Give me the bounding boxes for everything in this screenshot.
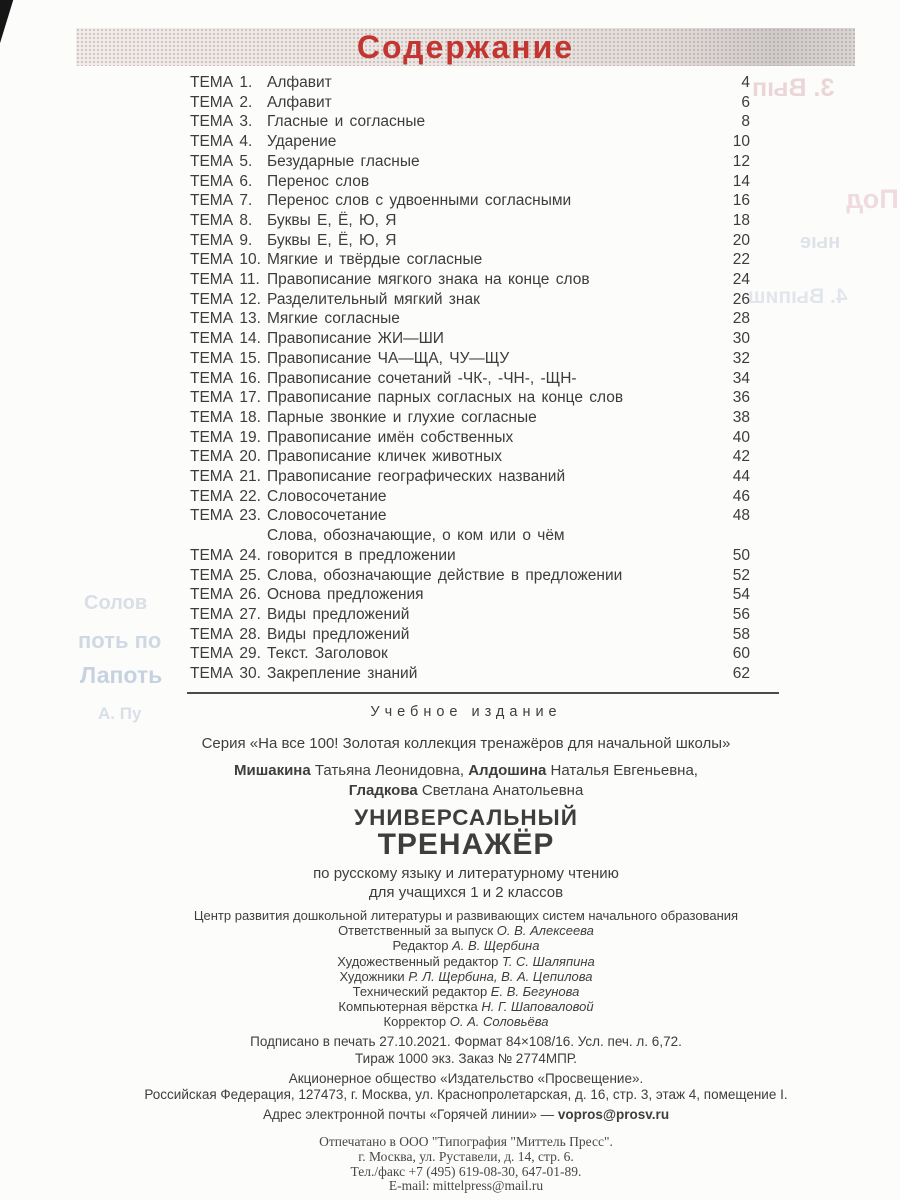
toc-item-label: ТЕМА 11. bbox=[190, 271, 260, 289]
toc-item-title-line: Слова, обозначающие, о ком или о чём bbox=[267, 527, 565, 545]
author-surname: Гладкова bbox=[348, 781, 418, 799]
toc-item-label: ТЕМА 7. bbox=[190, 192, 253, 210]
toc-item-page: 24 bbox=[732, 271, 750, 289]
toc-item-title: Основа предложения bbox=[267, 586, 424, 604]
toc-item-page: 40 bbox=[732, 428, 750, 446]
toc-row bbox=[190, 664, 750, 684]
bleed-through-text: 3. Вып bbox=[752, 74, 835, 102]
toc-item-title bbox=[267, 526, 714, 565]
credit-line bbox=[85, 908, 847, 923]
toc-item-label: ТЕМА 21. bbox=[190, 468, 261, 486]
toc-row bbox=[190, 526, 750, 565]
authors-block bbox=[85, 761, 847, 800]
toc-item-title: Гласные и согласные bbox=[267, 113, 426, 131]
toc-item-title: Парные звонкие и глухие согласные bbox=[267, 408, 537, 426]
toc-item-page: 28 bbox=[732, 310, 750, 328]
toc-row bbox=[190, 172, 750, 192]
toc-item-page: 60 bbox=[732, 645, 750, 663]
hotline-label: Адрес электронной почты «Горячей линии» — bbox=[262, 1106, 558, 1122]
credit-line bbox=[85, 923, 847, 938]
bleed-through-text: поть по bbox=[78, 628, 162, 653]
toc-item-label: ТЕМА 9. bbox=[190, 231, 253, 249]
credit-role: Компьютерная вёрстка bbox=[338, 999, 482, 1015]
credit-name: Н. Г. Шаповаловой bbox=[481, 999, 594, 1015]
toc-item-label: ТЕМА 8. bbox=[190, 211, 253, 229]
toc-item-page: 42 bbox=[732, 448, 750, 466]
publisher-name: Акционерное общество «Издательство «Просвещение». bbox=[288, 1070, 644, 1086]
colophon bbox=[85, 704, 847, 1194]
toc-row bbox=[190, 211, 750, 231]
toc-row bbox=[190, 585, 750, 605]
toc-row bbox=[190, 112, 750, 132]
credit-role: Корректор bbox=[383, 1014, 450, 1030]
toc-item-title: Мягкие и твёрдые согласные bbox=[267, 251, 483, 269]
toc-item-page: 50 bbox=[732, 546, 750, 564]
toc-item-label: ТЕМА 23. bbox=[190, 507, 261, 525]
toc-item-title: Буквы Е, Ё, Ю, Я bbox=[267, 211, 397, 229]
series-line: Серия «На все 100! Золотая коллекция тренажёров для начальной школы» bbox=[201, 735, 731, 752]
toc-item-title: Закрепление знаний bbox=[267, 665, 418, 683]
toc-item-page: 44 bbox=[732, 468, 750, 486]
toc-item-page: 52 bbox=[732, 566, 750, 584]
print-info-line-2: Тираж 1000 экз. Заказ № 2774МПР. bbox=[355, 1050, 577, 1066]
credit-role: Центр развития дошкольной литературы и развивающих систем начального образования bbox=[193, 908, 739, 923]
toc-row bbox=[190, 447, 750, 467]
book-title-line-2: ТРЕНАЖЁР bbox=[377, 828, 555, 861]
toc-item-title: Виды предложений bbox=[267, 625, 410, 643]
toc-item-label: ТЕМА 14. bbox=[190, 330, 261, 348]
toc-item-title: Алфавит bbox=[267, 74, 332, 91]
toc-item-label: ТЕМА 29. bbox=[190, 645, 261, 663]
credit-role: Художественный редактор bbox=[337, 953, 503, 969]
toc-row bbox=[190, 506, 750, 526]
credit-line bbox=[85, 1014, 847, 1029]
toc-item-title: Слова, обозначающие действие в предложении bbox=[267, 566, 623, 584]
toc-item-title: Перенос слов bbox=[267, 172, 370, 190]
toc-item-title: Алфавит bbox=[267, 93, 332, 111]
toc-row bbox=[190, 132, 750, 152]
toc-item-label: ТЕМА 25. bbox=[190, 566, 261, 584]
toc-row bbox=[190, 329, 750, 349]
toc-item-page: 10 bbox=[732, 133, 750, 151]
credit-name: О. А. Соловьёва bbox=[449, 1014, 549, 1030]
toc-item-title: Правописание ЧА—ЩА, ЧУ—ЩУ bbox=[267, 349, 510, 367]
toc-list bbox=[190, 73, 750, 684]
toc-item-page: 14 bbox=[732, 172, 750, 190]
toc-item-title: Виды предложений bbox=[267, 605, 410, 623]
bleed-through-text: Под bbox=[846, 184, 899, 214]
toc-item-page: 38 bbox=[732, 408, 750, 426]
credit-role: Редактор bbox=[392, 938, 453, 954]
toc-item-title: Буквы Е, Ё, Ю, Я bbox=[267, 231, 397, 249]
toc-row bbox=[190, 152, 750, 172]
toc-row bbox=[190, 369, 750, 389]
printer-line-2: г. Москва, ул. Руставели, д. 14, стр. 6. bbox=[358, 1148, 574, 1164]
toc-row bbox=[190, 605, 750, 625]
book-title-line-1: УНИВЕРСАЛЬНЫЙ bbox=[354, 805, 578, 830]
toc-item-label: ТЕМА 26. bbox=[190, 586, 261, 604]
toc-row bbox=[190, 644, 750, 664]
page-title: Содержание bbox=[356, 28, 575, 65]
toc-item-title: Текст. Заголовок bbox=[267, 645, 388, 663]
hotline-line bbox=[85, 1107, 847, 1124]
toc-item-title: Правописание парных согласных на конце слов bbox=[267, 389, 624, 407]
authors-line-1 bbox=[85, 761, 847, 781]
toc-row bbox=[190, 408, 750, 428]
toc-item-page: 16 bbox=[732, 192, 750, 210]
toc-item-label: ТЕМА 19. bbox=[190, 428, 261, 446]
toc-item-label: ТЕМА 17. bbox=[190, 389, 261, 407]
toc-item-page: 4 bbox=[741, 74, 750, 91]
toc-item-label: ТЕМА 24. bbox=[190, 546, 261, 564]
toc-item-title: Правописание кличек животных bbox=[267, 448, 502, 466]
toc-row bbox=[190, 487, 750, 507]
author-name: Светлана Анатольевна bbox=[417, 781, 584, 799]
toc-item-label: ТЕМА 2. bbox=[190, 93, 253, 111]
credit-line bbox=[85, 984, 847, 999]
bleed-through-text: Солов bbox=[84, 592, 148, 614]
toc-item-label: ТЕМА 3. bbox=[190, 113, 253, 131]
toc-item-label: ТЕМА 1. bbox=[190, 74, 253, 91]
bleed-through-text: Лапоть bbox=[80, 662, 163, 688]
printer-line-1: Отпечатано в ООО "Типография "Миттель Пресс". bbox=[319, 1134, 613, 1150]
scan-corner-mark bbox=[0, 0, 15, 43]
toc-item-title: Правописание ЖИ—ШИ bbox=[267, 330, 444, 348]
credit-role: Ответственный за выпуск bbox=[338, 923, 497, 939]
credit-role: Технический редактор bbox=[352, 984, 491, 1000]
toc-item-title-line: говорится в предложении bbox=[267, 546, 456, 564]
toc-item-label: ТЕМА 22. bbox=[190, 487, 261, 505]
toc-item-label: ТЕМА 18. bbox=[190, 408, 261, 426]
bleed-through-text: 4. Выпиш bbox=[748, 285, 848, 308]
publisher-block bbox=[85, 1071, 847, 1124]
printer-block bbox=[85, 1135, 847, 1193]
toc-item-label: ТЕМА 10. bbox=[190, 251, 261, 269]
toc-row bbox=[190, 388, 750, 408]
toc-row bbox=[190, 428, 750, 448]
toc-row bbox=[190, 231, 750, 251]
toc-item-title: Правописание географических названий bbox=[267, 468, 566, 486]
toc-item-title: Перенос слов с удвоенными согласными bbox=[267, 192, 572, 210]
toc-item-label: ТЕМА 27. bbox=[190, 605, 261, 623]
bleed-through-text: ные bbox=[800, 231, 841, 253]
toc-row bbox=[190, 309, 750, 329]
toc-item-page: 22 bbox=[732, 251, 750, 269]
toc-row bbox=[190, 250, 750, 270]
toc-row bbox=[190, 93, 750, 113]
print-info-line-1: Подписано в печать 27.10.2021. Формат 84×108/16. Усл. печ. л. 6,72. bbox=[250, 1033, 682, 1049]
toc-row bbox=[190, 73, 750, 93]
subtitle-line-2: для учащихся 1 и 2 классов bbox=[368, 883, 564, 901]
toc-item-label: ТЕМА 5. bbox=[190, 152, 253, 170]
toc-row bbox=[190, 290, 750, 310]
toc-item-label: ТЕМА 15. bbox=[190, 349, 261, 367]
toc-item-page: 54 bbox=[732, 586, 750, 604]
printer-line-3: Тел./факс +7 (495) 619-08-30, 647-01-89. bbox=[350, 1163, 582, 1179]
toc-item-title: Правописание сочетаний -ЧК-, -ЧН-, -ЩН- bbox=[267, 369, 577, 387]
toc-row bbox=[190, 349, 750, 369]
credit-line bbox=[85, 969, 847, 984]
toc-item-page: 48 bbox=[732, 507, 750, 525]
edition-note: Учебное издание bbox=[370, 704, 562, 720]
toc-row bbox=[190, 625, 750, 645]
credit-line bbox=[85, 938, 847, 953]
toc-item-page: 26 bbox=[732, 290, 750, 308]
toc-item-label: ТЕМА 6. bbox=[190, 172, 253, 190]
toc-item-page: 36 bbox=[732, 389, 750, 407]
toc-item-page: 34 bbox=[732, 369, 750, 387]
toc-item-title: Словосочетание bbox=[267, 487, 387, 505]
toc-item-title: Безударные гласные bbox=[267, 152, 420, 170]
toc-item-title: Разделительный мягкий знак bbox=[267, 290, 480, 308]
toc-item-page: 56 bbox=[732, 605, 750, 623]
toc-item-label: ТЕМА 20. bbox=[190, 448, 261, 466]
toc-item-title: Ударение bbox=[267, 133, 337, 151]
toc-item-label: ТЕМА 13. bbox=[190, 310, 261, 328]
author-name: Наталья Евгеньевна, bbox=[546, 762, 698, 779]
toc-item-label: ТЕМА 12. bbox=[190, 290, 261, 308]
toc-item-page: 58 bbox=[732, 625, 750, 643]
credit-line bbox=[85, 954, 847, 969]
title-band bbox=[76, 28, 855, 66]
toc-item-page: 62 bbox=[732, 665, 750, 683]
credit-name: Е. В. Бегунова bbox=[490, 984, 580, 1000]
toc-item-label: ТЕМА 28. bbox=[190, 625, 261, 643]
toc-item-page: 12 bbox=[732, 152, 750, 170]
book-subtitle bbox=[85, 865, 847, 902]
toc-item-page: 46 bbox=[732, 487, 750, 505]
toc-item-label: ТЕМА 4. bbox=[190, 133, 253, 151]
credit-name: Р. Л. Щербина, В. А. Цепилова bbox=[408, 968, 593, 984]
toc-item-label: ТЕМА 16. bbox=[190, 369, 261, 387]
credit-name: Т. С. Шаляпина bbox=[502, 953, 595, 969]
toc-item-page: 20 bbox=[732, 231, 750, 249]
divider-rule bbox=[187, 692, 779, 694]
publisher-address: Российская Федерация, 127473, г. Москва, ул. Краснопролетарская, д. 16, стр. 3, этаж 4, помещение I. bbox=[144, 1087, 788, 1103]
bleed-through-text: А. Пу bbox=[98, 704, 142, 723]
toc-item-title: Правописание мягкого знака на конце слов bbox=[267, 271, 590, 289]
toc-item-page: 6 bbox=[741, 93, 750, 111]
author-name: Татьяна Леонидовна, bbox=[310, 762, 469, 779]
credit-line bbox=[85, 999, 847, 1014]
credits-list bbox=[85, 908, 847, 1030]
toc-row bbox=[190, 467, 750, 487]
hotline-email: vopros@prosv.ru bbox=[557, 1106, 670, 1122]
toc-item-page: 18 bbox=[732, 211, 750, 229]
print-info bbox=[85, 1033, 847, 1067]
credit-role: Художники bbox=[339, 968, 409, 984]
toc-item-title: Правописание имён собственных bbox=[267, 428, 514, 446]
toc-row bbox=[190, 270, 750, 290]
toc-item-title: Мягкие согласные bbox=[267, 310, 400, 328]
printer-line-4: E-mail: mittelpress@mail.ru bbox=[388, 1178, 544, 1194]
toc-item-page: 8 bbox=[741, 113, 750, 131]
authors-line-2 bbox=[85, 781, 847, 801]
toc-item-page: 30 bbox=[732, 330, 750, 348]
toc-item-title: Словосочетание bbox=[267, 507, 387, 525]
toc-row bbox=[190, 191, 750, 211]
credit-name: А. В. Щербина bbox=[452, 938, 540, 954]
toc-item-page: 32 bbox=[732, 349, 750, 367]
toc-row bbox=[190, 566, 750, 586]
author-surname: Мишакина bbox=[234, 762, 311, 779]
credit-name: О. В. Алексеева bbox=[496, 923, 594, 939]
subtitle-line-1: по русскому языку и литературному чтению bbox=[313, 865, 619, 882]
author-surname: Алдошина bbox=[468, 762, 547, 779]
toc-item-label: ТЕМА 30. bbox=[190, 665, 261, 683]
